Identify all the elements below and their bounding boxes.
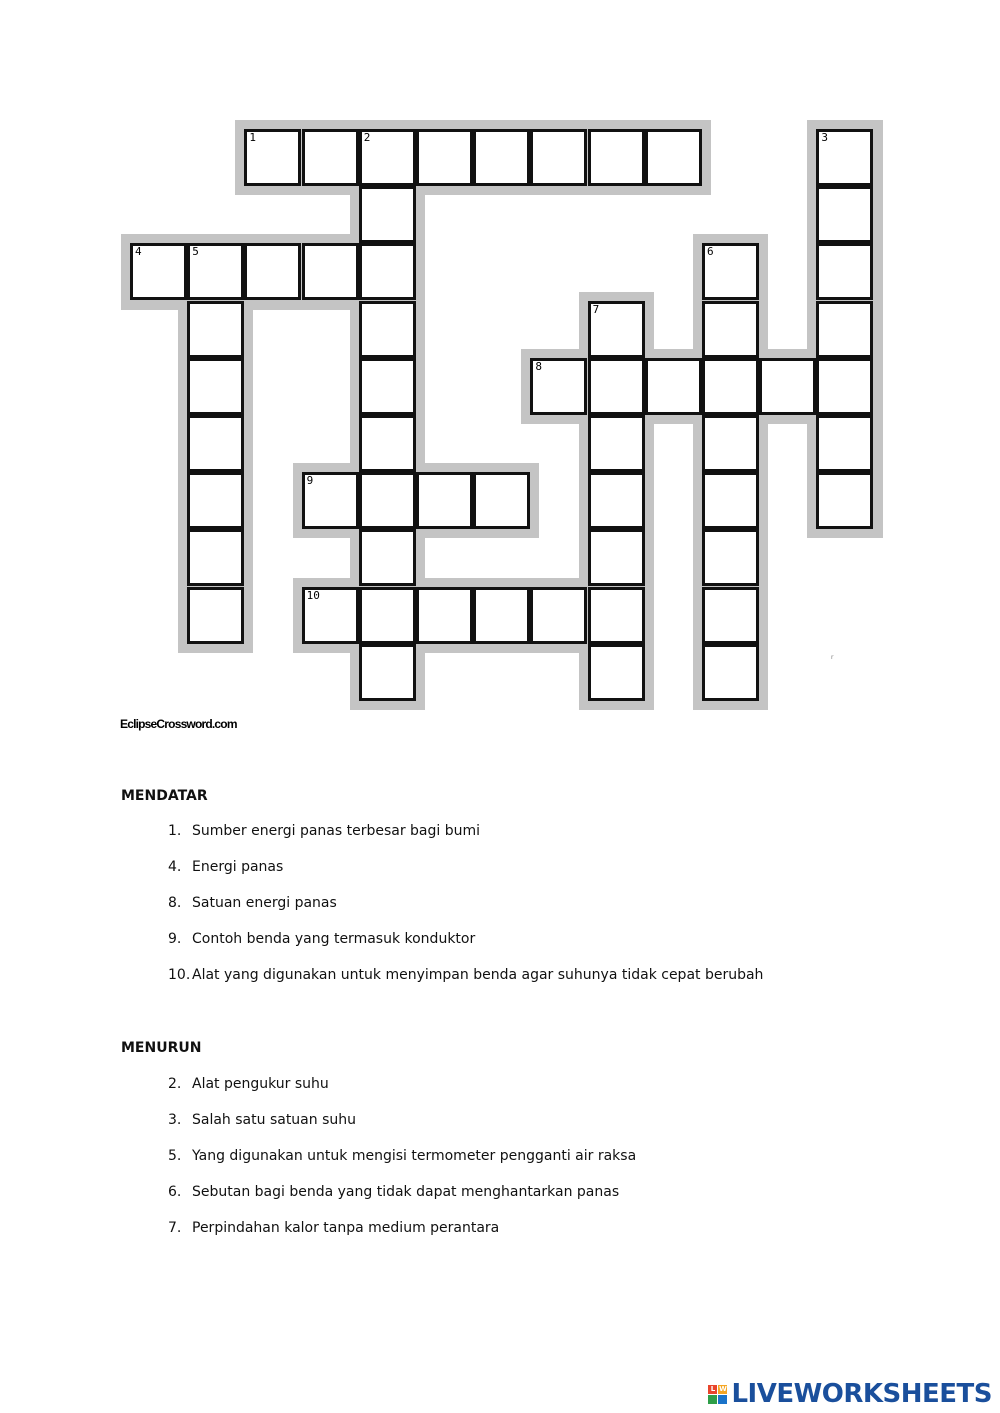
crossword-cell[interactable] <box>359 415 416 472</box>
crossword-cell[interactable] <box>588 587 645 644</box>
crossword-cell[interactable] <box>702 587 759 644</box>
crossword-cell[interactable] <box>302 587 359 644</box>
cell-number: 7 <box>592 302 600 316</box>
crossword-cell[interactable] <box>359 358 416 415</box>
crossword-cell[interactable] <box>359 129 416 186</box>
clue-text: Yang digunakan untuk mengisi termometer pengganti air raksa <box>192 1148 637 1164</box>
crossword-cell[interactable] <box>130 243 187 300</box>
cell-number: 1 <box>249 131 257 144</box>
clue-number: 2. <box>168 1076 182 1092</box>
down-clue-list <box>168 1075 636 1255</box>
crossword-cell[interactable] <box>473 129 530 186</box>
crossword-cell[interactable] <box>359 301 416 358</box>
cell-number: 6 <box>707 245 714 259</box>
crossword-cell[interactable] <box>187 587 244 644</box>
crossword-cell[interactable] <box>359 472 416 529</box>
clue-item <box>168 930 763 966</box>
cell-number: 2 <box>363 131 371 144</box>
crossword-cell[interactable] <box>645 129 702 186</box>
crossword-cell[interactable] <box>473 472 530 529</box>
clue-text: Alat pengukur suhu <box>192 1076 329 1092</box>
cell-number: 4 <box>135 245 142 259</box>
logo-square: L <box>708 1385 717 1394</box>
across-title: MENDATAR <box>121 788 208 804</box>
clue-item <box>168 858 763 894</box>
clue-text: Salah satu satuan suhu <box>192 1112 356 1128</box>
crossword-cell[interactable] <box>244 243 301 300</box>
stray-mark: r <box>831 654 834 661</box>
credit-text: EclipseCrossword.com <box>120 717 237 731</box>
crossword-cell[interactable] <box>816 186 873 243</box>
brand-name: LIVEWORKSHEETS <box>731 1379 992 1409</box>
clue-item <box>168 1075 636 1111</box>
crossword-cell[interactable] <box>416 129 473 186</box>
clue-text: Sumber energi panas terbesar bagi bumi <box>192 823 481 839</box>
clue-item <box>168 894 763 930</box>
clue-text: Sebutan bagi benda yang tidak dapat menghantarkan panas <box>192 1184 620 1200</box>
crossword-cell[interactable] <box>530 129 587 186</box>
clue-item <box>168 1183 636 1219</box>
crossword-cell[interactable] <box>187 415 244 472</box>
crossword-cell[interactable] <box>702 529 759 586</box>
logo-icon <box>708 1385 727 1404</box>
crossword-cell[interactable] <box>816 358 873 415</box>
crossword-cell[interactable] <box>702 243 759 300</box>
crossword-cell[interactable] <box>187 358 244 415</box>
clue-text: Alat yang digunakan untuk menyimpan benda agar suhunya tidak cepat berubah <box>192 967 764 983</box>
crossword-cell[interactable] <box>359 644 416 701</box>
cell-number: 5 <box>192 245 199 259</box>
crossword-cell[interactable] <box>816 243 873 300</box>
crossword-cell[interactable] <box>588 129 645 186</box>
crossword-cell[interactable] <box>187 301 244 358</box>
crossword-cell[interactable] <box>530 358 587 415</box>
clue-item <box>168 966 763 1002</box>
crossword-cell[interactable] <box>588 472 645 529</box>
clue-item <box>168 822 763 858</box>
across-clue-list <box>168 822 763 1002</box>
crossword-cell[interactable] <box>359 587 416 644</box>
crossword-cell[interactable] <box>816 129 873 186</box>
clue-number: 3. <box>168 1112 182 1128</box>
crossword-cell[interactable] <box>359 529 416 586</box>
crossword-cell[interactable] <box>530 587 587 644</box>
crossword-cell[interactable] <box>302 243 359 300</box>
crossword-cell[interactable] <box>187 243 244 300</box>
clue-number: 4. <box>168 859 182 875</box>
crossword-cell[interactable] <box>588 644 645 701</box>
crossword-cell[interactable] <box>244 129 301 186</box>
clue-number: 1. <box>168 823 182 839</box>
crossword-cell[interactable] <box>816 472 873 529</box>
crossword-cell[interactable] <box>759 358 816 415</box>
crossword-cell[interactable] <box>702 358 759 415</box>
down-title: MENURUN <box>121 1040 202 1056</box>
crossword-cell[interactable] <box>645 358 702 415</box>
crossword-cell[interactable] <box>702 415 759 472</box>
crossword-cell[interactable] <box>302 472 359 529</box>
liveworksheets-logo <box>708 1379 992 1409</box>
crossword-cell[interactable] <box>359 186 416 243</box>
clue-number: 8. <box>168 895 182 911</box>
clue-text: Satuan energi panas <box>192 895 337 911</box>
crossword-cell[interactable] <box>187 472 244 529</box>
crossword-cell[interactable] <box>416 587 473 644</box>
cell-number: 9 <box>306 474 314 488</box>
crossword-cell[interactable] <box>588 415 645 472</box>
crossword-cell[interactable] <box>359 243 416 300</box>
clue-text: Energi panas <box>192 859 284 875</box>
clue-item <box>168 1147 636 1183</box>
clue-item <box>168 1219 636 1255</box>
crossword-cell[interactable] <box>816 301 873 358</box>
crossword-cell[interactable] <box>702 472 759 529</box>
crossword-cell[interactable] <box>588 529 645 586</box>
crossword-cell[interactable] <box>816 415 873 472</box>
clue-number: 6. <box>168 1184 182 1200</box>
crossword-cell[interactable] <box>473 587 530 644</box>
crossword-cell[interactable] <box>588 358 645 415</box>
cell-number: 3 <box>821 131 829 144</box>
crossword-cell[interactable] <box>187 529 244 586</box>
logo-square: W <box>719 1384 727 1393</box>
crossword-cell[interactable] <box>702 301 759 358</box>
cell-number: 8 <box>535 359 543 373</box>
clue-number: 7. <box>168 1220 182 1236</box>
crossword-cell[interactable] <box>416 472 473 529</box>
clue-number: 9. <box>168 931 182 947</box>
clue-text: Perpindahan kalor tanpa medium perantara <box>192 1220 500 1236</box>
clue-item <box>168 1111 636 1147</box>
logo-square <box>708 1395 717 1404</box>
crossword-cell[interactable] <box>302 129 359 186</box>
clue-number: 10. <box>168 967 191 983</box>
logo-square <box>718 1395 727 1404</box>
cell-number: 10 <box>306 588 320 602</box>
clue-number: 5. <box>168 1148 182 1164</box>
clue-text: Contoh benda yang termasuk konduktor <box>192 931 476 947</box>
crossword-cell[interactable] <box>702 644 759 701</box>
crossword-cell[interactable] <box>588 301 645 358</box>
